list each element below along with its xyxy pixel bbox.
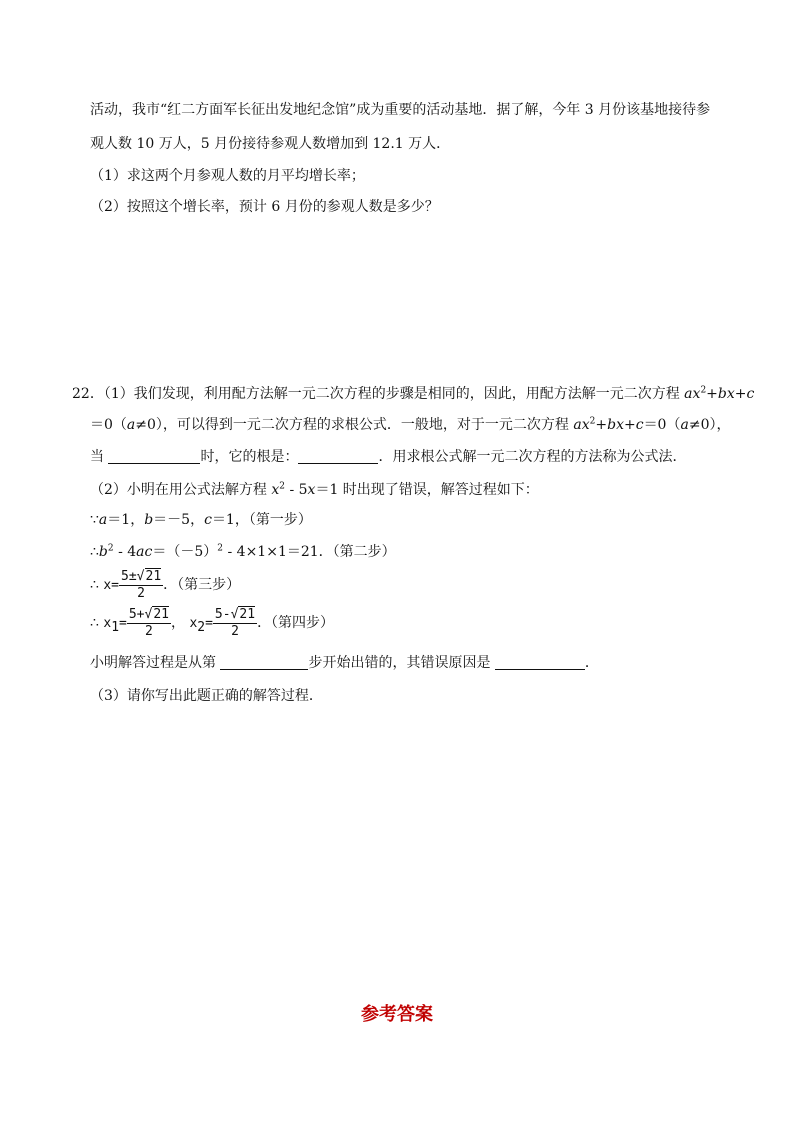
- x2-fraction: $\frac{5-√21}{2}$: [214, 606, 256, 639]
- p22-step-4: ∴ x1= $\frac{5+√21}{2}$ ， x2= $\frac{5-√21}{2}$ ．（第四步）: [90, 606, 335, 639]
- p21-line-2: 观人数 10 万人，5 月份接待参观人数增加到 12.1 万人．: [90, 136, 451, 152]
- step-blank[interactable]: [220, 655, 308, 670]
- p21-line-1: 活动，我市“红二方面军长征出发地纪念馆”成为重要的活动基地．据了解，今年 3 月份该基地接待参: [90, 102, 711, 118]
- sqrt-icon: √: [230, 606, 239, 622]
- sqrt-icon: √: [144, 606, 153, 622]
- p22-step-1: ∵a＝1，b＝－5，c＝1，（第一步）: [90, 512, 312, 528]
- condition-blank[interactable]: [108, 449, 200, 464]
- sqrt-icon: √: [136, 568, 145, 584]
- p22-question-2: （2）小明在用公式法解方程 $x^2 - 5x=1$ 时出现了错误，解答过程如下：: [90, 481, 539, 498]
- p22-line-1: 22．（1）我们发现，利用配方法解一元二次方程的步骤是相同的，因此，用配方法解一元二次方程 $ax^2+bx+c$: [72, 385, 755, 402]
- p21-question-1: （1）求这两个月参观人数的月平均增长率；: [90, 168, 365, 184]
- p22-line-2: ＝0（a≠0），可以得到一元二次方程的求根公式．一般地，对于一元二次方程 $ax^2+bx+c=0(a\ne 0)$，: [90, 416, 731, 433]
- p22-line-3: 当 时，它的根是： ．用求根公式解一元二次方程的方法称为公式法．: [90, 449, 687, 465]
- x1-fraction: $\frac{5+√21}{2}$: [128, 606, 169, 639]
- reason-blank[interactable]: [495, 655, 585, 670]
- p22-question-3: （3）请你写出此题正确的解答过程．: [90, 688, 323, 704]
- p21-question-2: （2）按照这个增长率，预计 6 月份的参观人数是多少？: [90, 199, 439, 215]
- p22-error-line: 小明解答过程是从第 步开始出错的，其错误原因是 ．: [90, 655, 599, 671]
- roots-blank[interactable]: [298, 449, 378, 464]
- answer-title: 参考答案: [361, 1004, 433, 1025]
- p22-step-3: ∴ x= $\frac{5\pm√21}{2}$ ．（第三步）: [90, 568, 241, 601]
- p22-step-2: $\therefore b^2 - 4ac=(-5)^2 - 4\times 1\times 1=21$．（第二步）: [90, 543, 396, 560]
- formula-fraction: $\frac{5\pm√21}{2}$: [121, 568, 162, 601]
